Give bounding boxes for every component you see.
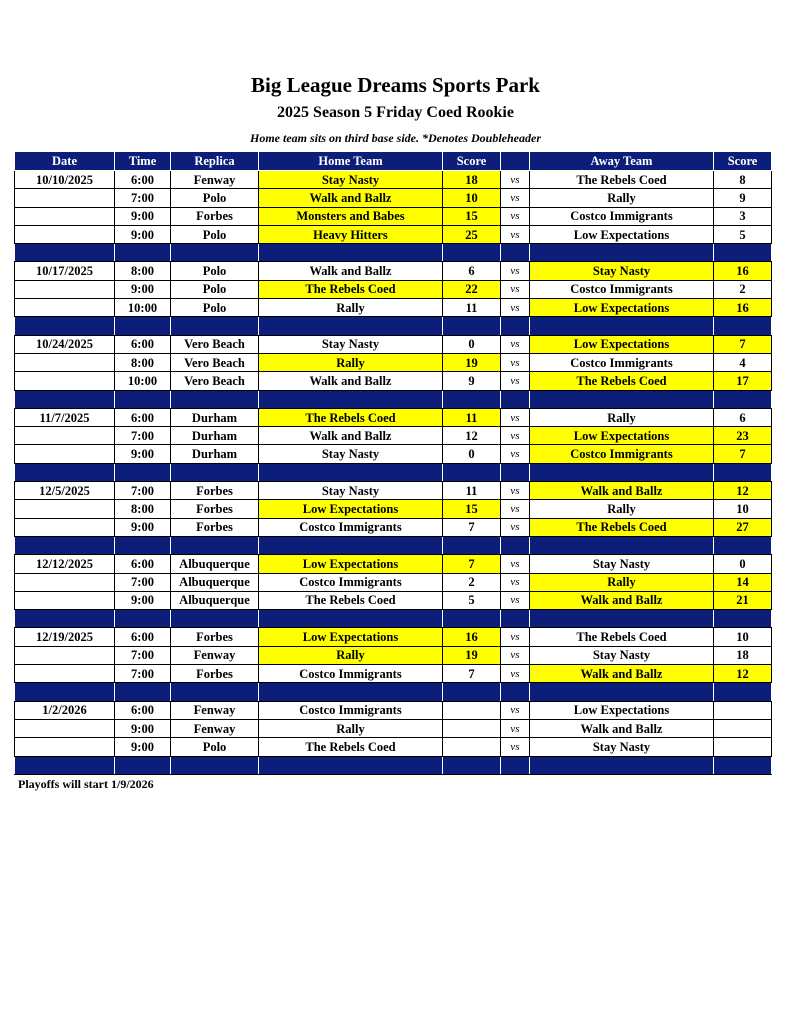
away-team: Walk and Ballz [530, 719, 714, 737]
game-time: 9:00 [115, 738, 171, 756]
vs-label: vs [501, 171, 530, 189]
game-time: 9:00 [115, 719, 171, 737]
col-replica-header: Replica [171, 152, 259, 171]
home-team: Costco Immigrants [259, 665, 443, 683]
home-team: The Rebels Coed [259, 591, 443, 609]
game-date [15, 225, 115, 243]
vs-label: vs [501, 738, 530, 756]
game-field: Durham [171, 445, 259, 463]
col-date-header: Date [15, 152, 115, 171]
game-field: Forbes [171, 628, 259, 646]
away-score: 12 [714, 482, 772, 500]
home-team: Walk and Ballz [259, 189, 443, 207]
table-row [15, 353, 772, 371]
home-team: Low Expectations [259, 555, 443, 573]
game-time: 7:00 [115, 189, 171, 207]
vs-label: vs [501, 372, 530, 390]
home-team: Rally [259, 646, 443, 664]
game-date [15, 445, 115, 463]
home-team: Rally [259, 353, 443, 371]
table-row [15, 427, 772, 445]
game-date [15, 500, 115, 518]
game-date [15, 189, 115, 207]
away-score: 0 [714, 555, 772, 573]
table-row [15, 646, 772, 664]
home-team: Heavy Hitters [259, 225, 443, 243]
game-date [15, 427, 115, 445]
table-row [15, 280, 772, 298]
table-row [15, 207, 772, 225]
away-team: Stay Nasty [530, 738, 714, 756]
game-time: 7:00 [115, 482, 171, 500]
table-row [15, 262, 772, 280]
table-row [15, 573, 772, 591]
home-team: Stay Nasty [259, 335, 443, 353]
away-team: Walk and Ballz [530, 591, 714, 609]
game-field: Fenway [171, 171, 259, 189]
game-time: 9:00 [115, 445, 171, 463]
home-team: Walk and Ballz [259, 427, 443, 445]
week-separator [15, 244, 772, 262]
home-score: 11 [443, 408, 501, 426]
week-separator [15, 610, 772, 628]
game-time: 7:00 [115, 573, 171, 591]
col-vs-header [501, 152, 530, 171]
home-team: Walk and Ballz [259, 372, 443, 390]
away-team: Rally [530, 500, 714, 518]
home-team: Stay Nasty [259, 171, 443, 189]
game-field: Forbes [171, 665, 259, 683]
away-team: Low Expectations [530, 299, 714, 317]
page-subtitle: 2025 Season 5 Friday Coed Rookie [277, 104, 514, 121]
table-row [15, 665, 772, 683]
home-score: 11 [443, 299, 501, 317]
vs-label: vs [501, 518, 530, 536]
home-score: 5 [443, 591, 501, 609]
home-team: Costco Immigrants [259, 573, 443, 591]
game-time: 6:00 [115, 335, 171, 353]
vs-label: vs [501, 299, 530, 317]
table-row [15, 500, 772, 518]
away-score: 5 [714, 225, 772, 243]
game-time: 8:00 [115, 262, 171, 280]
away-team: Low Expectations [530, 225, 714, 243]
vs-label: vs [501, 189, 530, 207]
away-score: 23 [714, 427, 772, 445]
away-score: 3 [714, 207, 772, 225]
game-field: Fenway [171, 719, 259, 737]
game-field: Forbes [171, 207, 259, 225]
away-team: Rally [530, 189, 714, 207]
away-score [714, 701, 772, 719]
away-team: Costco Immigrants [530, 207, 714, 225]
game-field: Fenway [171, 701, 259, 719]
away-score: 16 [714, 262, 772, 280]
vs-label: vs [501, 353, 530, 371]
vs-label: vs [501, 482, 530, 500]
away-team: Walk and Ballz [530, 482, 714, 500]
game-field: Albuquerque [171, 591, 259, 609]
table-row [15, 628, 772, 646]
away-team: Stay Nasty [530, 555, 714, 573]
table-row [15, 591, 772, 609]
game-time: 10:00 [115, 372, 171, 390]
game-date: 11/7/2025 [15, 408, 115, 426]
home-score: 7 [443, 518, 501, 536]
game-time: 9:00 [115, 280, 171, 298]
schedule-table [14, 151, 772, 775]
home-score: 2 [443, 573, 501, 591]
game-field: Vero Beach [171, 372, 259, 390]
home-score: 16 [443, 628, 501, 646]
table-row [15, 701, 772, 719]
vs-label: vs [501, 719, 530, 737]
home-team: Stay Nasty [259, 482, 443, 500]
game-field: Polo [171, 738, 259, 756]
vs-label: vs [501, 335, 530, 353]
away-score: 18 [714, 646, 772, 664]
game-field: Durham [171, 408, 259, 426]
away-team: Costco Immigrants [530, 445, 714, 463]
game-time: 8:00 [115, 500, 171, 518]
home-score: 0 [443, 445, 501, 463]
away-score: 10 [714, 628, 772, 646]
game-field: Albuquerque [171, 573, 259, 591]
vs-label: vs [501, 591, 530, 609]
vs-label: vs [501, 500, 530, 518]
game-field: Polo [171, 262, 259, 280]
game-time: 6:00 [115, 408, 171, 426]
home-team: The Rebels Coed [259, 280, 443, 298]
table-row [15, 445, 772, 463]
col-time-header: Time [115, 152, 171, 171]
home-score: 22 [443, 280, 501, 298]
game-time: 7:00 [115, 646, 171, 664]
game-date [15, 591, 115, 609]
game-time: 7:00 [115, 665, 171, 683]
game-field: Vero Beach [171, 335, 259, 353]
game-field: Polo [171, 225, 259, 243]
home-score: 10 [443, 189, 501, 207]
game-field: Fenway [171, 646, 259, 664]
game-field: Forbes [171, 500, 259, 518]
away-score: 9 [714, 189, 772, 207]
game-date [15, 719, 115, 737]
away-score: 17 [714, 372, 772, 390]
home-score: 12 [443, 427, 501, 445]
header-row [15, 152, 772, 171]
table-row [15, 738, 772, 756]
game-time: 9:00 [115, 207, 171, 225]
away-team: Stay Nasty [530, 262, 714, 280]
away-score: 27 [714, 518, 772, 536]
game-date [15, 573, 115, 591]
week-separator [15, 756, 772, 774]
home-score [443, 701, 501, 719]
table-row [15, 408, 772, 426]
playoffs-note: Playoffs will start 1/9/2026 [18, 777, 154, 791]
week-separator [15, 536, 772, 554]
away-team: The Rebels Coed [530, 628, 714, 646]
home-score: 19 [443, 353, 501, 371]
away-team: Costco Immigrants [530, 353, 714, 371]
col-home-score-header: Score [443, 152, 501, 171]
away-score: 14 [714, 573, 772, 591]
table-row [15, 171, 772, 189]
away-team: Low Expectations [530, 701, 714, 719]
away-team: Stay Nasty [530, 646, 714, 664]
vs-label: vs [501, 225, 530, 243]
home-team: Monsters and Babes [259, 207, 443, 225]
week-separator [15, 683, 772, 701]
game-time: 6:00 [115, 628, 171, 646]
game-date [15, 518, 115, 536]
game-time: 8:00 [115, 353, 171, 371]
week-separator [15, 463, 772, 481]
home-team: Rally [259, 299, 443, 317]
game-field: Albuquerque [171, 555, 259, 573]
col-home-team-header: Home Team [259, 152, 443, 171]
game-date [15, 665, 115, 683]
away-score: 16 [714, 299, 772, 317]
home-team: Stay Nasty [259, 445, 443, 463]
away-team: The Rebels Coed [530, 518, 714, 536]
game-date [15, 207, 115, 225]
game-time: 9:00 [115, 225, 171, 243]
home-score [443, 719, 501, 737]
away-team: Costco Immigrants [530, 280, 714, 298]
vs-label: vs [501, 408, 530, 426]
game-date [15, 280, 115, 298]
home-score: 7 [443, 665, 501, 683]
away-score: 10 [714, 500, 772, 518]
home-team: The Rebels Coed [259, 408, 443, 426]
vs-label: vs [501, 701, 530, 719]
col-away-team-header: Away Team [530, 152, 714, 171]
game-time: 7:00 [115, 427, 171, 445]
away-score: 7 [714, 445, 772, 463]
game-time: 9:00 [115, 518, 171, 536]
game-date: 10/17/2025 [15, 262, 115, 280]
game-field: Polo [171, 280, 259, 298]
home-score [443, 738, 501, 756]
week-separator [15, 390, 772, 408]
game-date: 1/2/2026 [15, 701, 115, 719]
vs-label: vs [501, 555, 530, 573]
game-field: Polo [171, 299, 259, 317]
schedule-note: Home team sits on third base side. *Denotes Doubleheader [250, 131, 541, 145]
vs-label: vs [501, 646, 530, 664]
home-score: 11 [443, 482, 501, 500]
home-score: 25 [443, 225, 501, 243]
game-time: 6:00 [115, 555, 171, 573]
away-score: 12 [714, 665, 772, 683]
home-team: Costco Immigrants [259, 701, 443, 719]
table-row [15, 299, 772, 317]
game-date: 10/24/2025 [15, 335, 115, 353]
table-row [15, 189, 772, 207]
game-date: 12/12/2025 [15, 555, 115, 573]
home-team: The Rebels Coed [259, 738, 443, 756]
home-score: 6 [443, 262, 501, 280]
game-date [15, 299, 115, 317]
away-score: 6 [714, 408, 772, 426]
vs-label: vs [501, 573, 530, 591]
game-date [15, 372, 115, 390]
game-field: Vero Beach [171, 353, 259, 371]
away-score: 8 [714, 171, 772, 189]
vs-label: vs [501, 665, 530, 683]
away-team: Walk and Ballz [530, 665, 714, 683]
vs-label: vs [501, 280, 530, 298]
away-team: Rally [530, 573, 714, 591]
game-date [15, 353, 115, 371]
home-score: 7 [443, 555, 501, 573]
game-field: Polo [171, 189, 259, 207]
home-score: 9 [443, 372, 501, 390]
home-team: Costco Immigrants [259, 518, 443, 536]
table-row [15, 719, 772, 737]
game-date: 12/5/2025 [15, 482, 115, 500]
game-date [15, 646, 115, 664]
game-time: 9:00 [115, 591, 171, 609]
vs-label: vs [501, 628, 530, 646]
home-team: Rally [259, 719, 443, 737]
game-date: 12/19/2025 [15, 628, 115, 646]
week-separator [15, 317, 772, 335]
away-team: The Rebels Coed [530, 171, 714, 189]
home-score: 15 [443, 500, 501, 518]
home-score: 15 [443, 207, 501, 225]
away-score [714, 738, 772, 756]
away-team: The Rebels Coed [530, 372, 714, 390]
page-title: Big League Dreams Sports Park [251, 73, 540, 97]
away-score: 2 [714, 280, 772, 298]
game-field: Forbes [171, 518, 259, 536]
game-date: 10/10/2025 [15, 171, 115, 189]
game-time: 6:00 [115, 701, 171, 719]
away-score: 4 [714, 353, 772, 371]
away-team: Low Expectations [530, 335, 714, 353]
schedule-body [15, 171, 772, 775]
away-team: Rally [530, 408, 714, 426]
vs-label: vs [501, 445, 530, 463]
away-score: 7 [714, 335, 772, 353]
table-row [15, 225, 772, 243]
table-row [15, 518, 772, 536]
table-row [15, 372, 772, 390]
vs-label: vs [501, 262, 530, 280]
vs-label: vs [501, 207, 530, 225]
game-field: Forbes [171, 482, 259, 500]
col-away-score-header: Score [714, 152, 772, 171]
away-score [714, 719, 772, 737]
home-score: 18 [443, 171, 501, 189]
away-team: Low Expectations [530, 427, 714, 445]
away-score: 21 [714, 591, 772, 609]
table-row [15, 335, 772, 353]
home-score: 0 [443, 335, 501, 353]
game-time: 6:00 [115, 171, 171, 189]
game-time: 10:00 [115, 299, 171, 317]
game-date [15, 738, 115, 756]
vs-label: vs [501, 427, 530, 445]
table-row [15, 482, 772, 500]
table-row [15, 555, 772, 573]
home-score: 19 [443, 646, 501, 664]
home-team: Walk and Ballz [259, 262, 443, 280]
home-team: Low Expectations [259, 628, 443, 646]
game-field: Durham [171, 427, 259, 445]
home-team: Low Expectations [259, 500, 443, 518]
